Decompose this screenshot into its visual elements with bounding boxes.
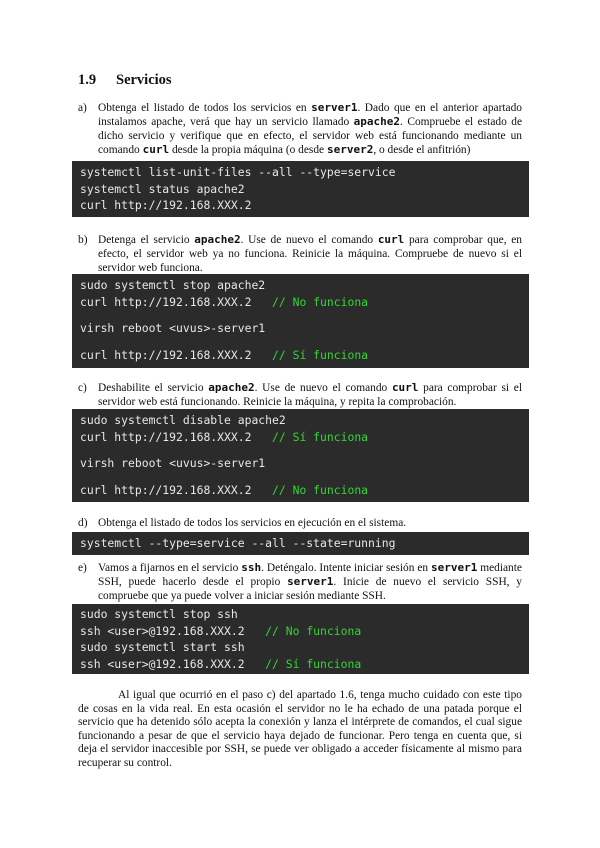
terminal-line: ssh <user>@192.168.XXX.2 // No funciona: [80, 623, 362, 638]
terminal-comment: // No funciona: [272, 294, 369, 309]
terminal-line: sudo systemctl start ssh: [80, 640, 245, 654]
item-label: c): [78, 382, 87, 394]
exercise-item-b: [78, 233, 522, 275]
exercise-item-c: [78, 381, 522, 409]
terminal-line: curl http://192.168.XXX.2 // Sí funciona: [80, 347, 369, 362]
item-text: Detenga el servicio apache2. Use de nuevo el comando curl para comprobar que, en efecto, el servidor web ya no funciona. Reinicie la máquina. Compruebe de nuevo si el servidor web funciona.: [98, 233, 522, 274]
terminal-line: virsh reboot <uvus>-server1: [80, 456, 266, 470]
inline-code: server1: [287, 575, 334, 588]
inline-code: curl: [377, 233, 405, 246]
item-text: Deshabilite el servicio apache2. Use de nuevo el comando curl para comprobar si el servidor web está funcionando. Reinicie la máquina, y repita la comprobación.: [98, 381, 522, 408]
section-number: 1.9: [78, 72, 97, 88]
terminal-line: curl http://192.168.XXX.2 // No funciona: [80, 482, 369, 497]
terminal-comment: // Sí funciona: [272, 347, 369, 362]
terminal-line: curl http://192.168.XXX.2 // No funciona: [80, 294, 369, 309]
terminal-block-b: [72, 274, 529, 368]
exercise-item-e: [78, 561, 522, 603]
item-label: e): [78, 562, 87, 574]
terminal-line: sudo systemctl stop ssh: [80, 607, 238, 621]
inline-code: ssh: [241, 561, 262, 574]
closing-paragraph: Al igual que ocurrió en el paso c) del apartado 1.6, tenga mucho cuidado con este tipo de cosas en la vida real. En esta ocasión el servidor no le ha echado de una patada porque el servicio que ha detenido sólo acepta la conexión y lanza el intérprete de comandos, el cual sigue funcionando a pesar de que el servicio haya dejado de funcionar. Pero tenga en cuenta que, si deja el servidor inaccesible por SSH, se puede ver obligado a acceder físicamente al mismo para recuperar su control.: [78, 689, 522, 769]
terminal-line: ssh <user>@192.168.XXX.2 // Sí funciona: [80, 656, 362, 671]
terminal-comment: // No funciona: [272, 482, 369, 497]
terminal-comment: // No funciona: [265, 623, 362, 638]
inline-code: curl: [391, 381, 419, 394]
terminal-comment: // Sí funciona: [265, 656, 362, 671]
inline-code: apache2: [353, 115, 401, 128]
terminal-line: curl http://192.168.XXX.2: [80, 198, 252, 212]
terminal-line: virsh reboot <uvus>-server1: [80, 321, 266, 335]
inline-code: apache2: [208, 381, 255, 394]
terminal-block-a: [72, 161, 529, 217]
item-label: b): [78, 234, 88, 246]
item-text: Obtenga el listado de todos los servicios en server1. Dado que en el anterior apartado instalamos apache, verá que hay un servicio llamado apache2. Compruebe el estado de dicho servicio y verifique que en efecto, el servidor web está funcionando mediante un comando curl desde la propia máquina (o desde server2, o desde el anfitrión): [98, 101, 522, 156]
item-label: a): [78, 102, 87, 114]
section-title: Servicios: [116, 72, 172, 88]
inline-code: server1: [311, 101, 358, 114]
terminal-block-c: [72, 409, 529, 502]
terminal-line: curl http://192.168.XXX.2 // Sí funciona: [80, 429, 369, 444]
terminal-block-e: [72, 604, 529, 674]
inline-code: server1: [430, 561, 478, 574]
section-heading: [78, 72, 172, 89]
terminal-line: systemctl list-unit-files --all --type=service: [80, 165, 396, 179]
inline-code: curl: [142, 143, 170, 156]
inline-code: apache2: [194, 233, 241, 246]
terminal-line: systemctl --type=service --all --state=running: [80, 536, 396, 550]
terminal-block-d: [72, 532, 529, 555]
terminal-line: sudo systemctl stop apache2: [80, 278, 266, 292]
inline-code: server2: [326, 143, 374, 156]
item-text: Vamos a fijarnos en el servicio ssh. Deténgalo. Intente iniciar sesión en server1 mediante SSH, puede hacerlo desde el propio server1. Inicie de nuevo el servicio SSH, y compruebe que ya puede volver a iniciar sesión mediante SSH.: [98, 561, 522, 602]
item-text: Obtenga el listado de todos los servicios en ejecución en el sistema.: [98, 517, 407, 529]
exercise-item-a: [78, 101, 522, 157]
exercise-item-d: [78, 516, 522, 530]
terminal-comment: // Sí funciona: [272, 429, 369, 444]
terminal-line: systemctl status apache2: [80, 181, 245, 196]
terminal-line: sudo systemctl disable apache2: [80, 413, 286, 427]
item-label: d): [78, 517, 88, 529]
